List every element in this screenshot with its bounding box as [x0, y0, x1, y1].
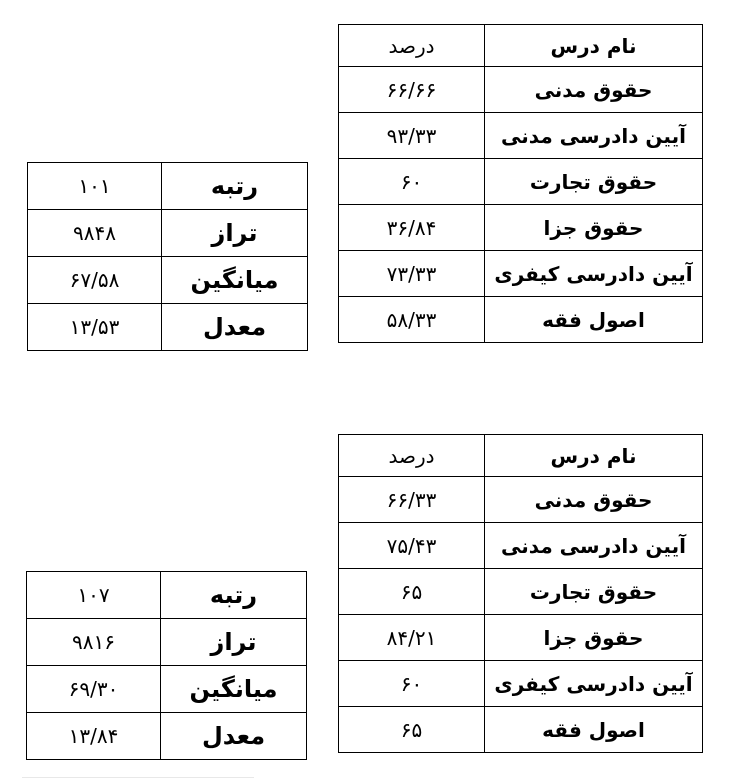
stat-row-gpa	[28, 304, 308, 351]
stat-label: معدل	[162, 304, 308, 351]
table-row	[339, 297, 703, 343]
stat-value: ۱۰۷	[27, 572, 161, 619]
course-percent: ۷۳/۳۳	[339, 251, 485, 297]
course-name: حقوق جزا	[485, 205, 703, 251]
stat-label: میانگین	[161, 666, 307, 713]
table-row	[339, 523, 703, 569]
stat-label: رتبه	[162, 163, 308, 210]
table-row	[339, 615, 703, 661]
percent-header: درصد	[339, 25, 485, 67]
stat-row-average	[27, 666, 307, 713]
table-row	[339, 67, 703, 113]
course-name: آیین دادرسی مدنی	[485, 113, 703, 159]
stat-row-average	[28, 257, 308, 304]
course-percent: ۶۰	[339, 661, 485, 707]
table-row	[339, 113, 703, 159]
course-name: اصول فقه	[485, 297, 703, 343]
table-row	[339, 569, 703, 615]
summary-stats-table	[27, 162, 308, 351]
course-name: آیین دادرسی مدنی	[485, 523, 703, 569]
course-percent: ۳۶/۸۴	[339, 205, 485, 251]
stat-row-rank	[27, 572, 307, 619]
course-percent: ۹۳/۳۳	[339, 113, 485, 159]
stat-value: ۹۸۱۶	[27, 619, 161, 666]
course-name: حقوق جزا	[485, 615, 703, 661]
course-scores-table	[338, 24, 703, 343]
stat-row-gpa	[27, 713, 307, 760]
course-percent: ۶۶/۶۶	[339, 67, 485, 113]
stat-value: ۱۳/۸۴	[27, 713, 161, 760]
course-name: حقوق مدنی	[485, 67, 703, 113]
percent-header: درصد	[339, 435, 485, 477]
course-name: حقوق تجارت	[485, 569, 703, 615]
course-percent: ۶۵	[339, 707, 485, 753]
summary-stats-table	[26, 571, 307, 760]
course-name: اصول فقه	[485, 707, 703, 753]
course-percent: ۶۰	[339, 159, 485, 205]
course-percent: ۸۴/۲۱	[339, 615, 485, 661]
stat-value: ۶۷/۵۸	[28, 257, 162, 304]
course-percent: ۵۸/۳۳	[339, 297, 485, 343]
table-row	[339, 159, 703, 205]
stat-row-taraz	[28, 210, 308, 257]
stat-row-rank	[28, 163, 308, 210]
stat-label: تراز	[162, 210, 308, 257]
table-row	[339, 707, 703, 753]
stat-value: ۱۳/۵۳	[28, 304, 162, 351]
stat-label: رتبه	[161, 572, 307, 619]
course-percent: ۶۵	[339, 569, 485, 615]
stat-label: معدل	[161, 713, 307, 760]
course-name: آیین دادرسی کیفری	[485, 251, 703, 297]
table-row	[339, 205, 703, 251]
stat-value: ۹۸۴۸	[28, 210, 162, 257]
stat-label: تراز	[161, 619, 307, 666]
divider	[22, 777, 254, 778]
course-name-header: نام درس	[485, 25, 703, 67]
course-name: حقوق مدنی	[485, 477, 703, 523]
course-percent: ۶۶/۳۳	[339, 477, 485, 523]
table-header-row	[339, 25, 703, 67]
stat-label: میانگین	[162, 257, 308, 304]
table-header-row	[339, 435, 703, 477]
course-scores-table	[338, 434, 703, 753]
course-name: آیین دادرسی کیفری	[485, 661, 703, 707]
table-row	[339, 661, 703, 707]
course-name: حقوق تجارت	[485, 159, 703, 205]
stat-value: ۶۹/۳۰	[27, 666, 161, 713]
table-row	[339, 251, 703, 297]
stat-row-taraz	[27, 619, 307, 666]
stat-value: ۱۰۱	[28, 163, 162, 210]
table-row	[339, 477, 703, 523]
course-name-header: نام درس	[485, 435, 703, 477]
course-percent: ۷۵/۴۳	[339, 523, 485, 569]
